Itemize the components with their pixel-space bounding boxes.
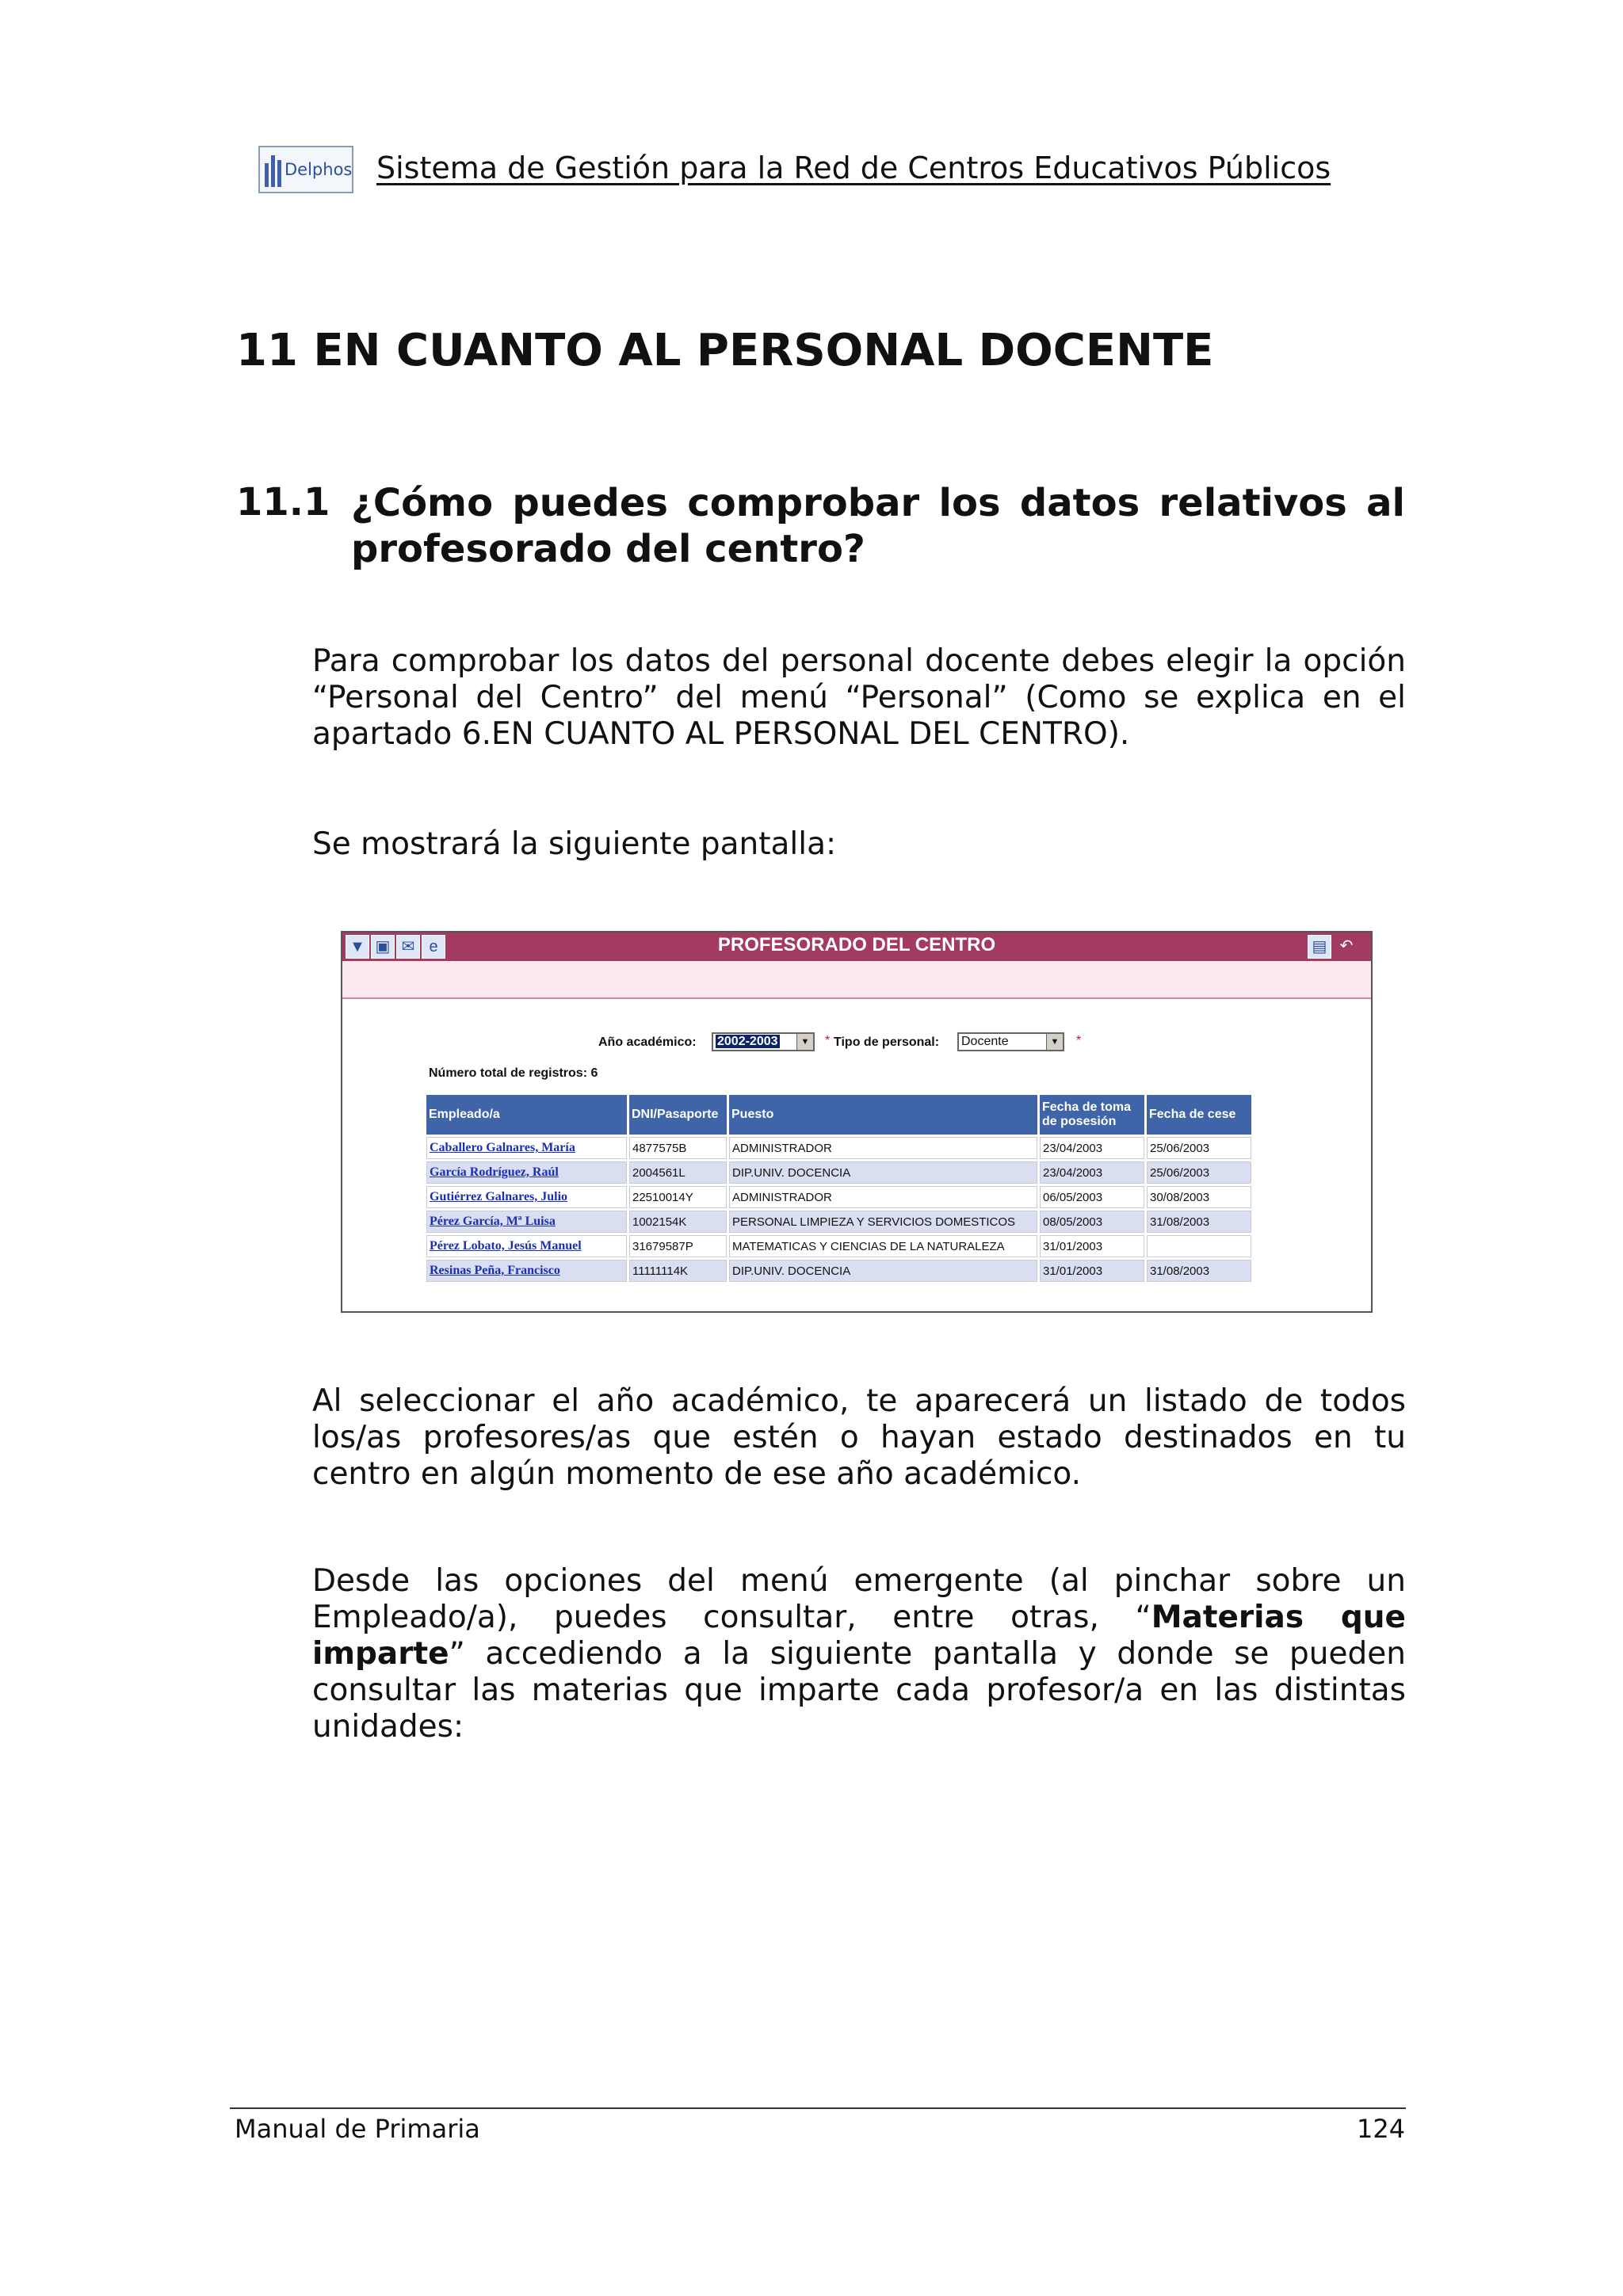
- type-select[interactable]: [957, 1032, 1064, 1051]
- logo-text: Delphos: [285, 160, 353, 179]
- table-cell: ADMINISTRADOR: [729, 1137, 1037, 1159]
- footer-page-number: 124: [1357, 2114, 1406, 2144]
- employee-link[interactable]: Caballero Galnares, María: [426, 1137, 627, 1159]
- table-cell: 08/05/2003: [1040, 1211, 1144, 1233]
- paragraph-year-selection: Al seleccionar el año académico, te aparecerá un listado de todos los/as profesores/as que estén o hayan estado destinados en tu centro en algún momento de ese año académico.: [312, 1383, 1406, 1492]
- year-select[interactable]: [712, 1032, 815, 1051]
- app-title: PROFESORADO DEL CENTRO: [717, 934, 996, 955]
- table-cell: PERSONAL LIMPIEZA Y SERVICIOS DOMESTICOS: [729, 1211, 1037, 1233]
- table-row: [426, 1211, 1251, 1233]
- column-header: Puesto: [729, 1095, 1037, 1135]
- paragraph-popup-menu: [312, 1563, 1406, 1745]
- table-cell: 31/01/2003: [1040, 1235, 1144, 1257]
- table-cell: 31679587P: [629, 1235, 727, 1257]
- table-cell: 22510014Y: [629, 1186, 727, 1208]
- table-cell: 11111114K: [629, 1260, 727, 1282]
- table-cell: 06/05/2003: [1040, 1186, 1144, 1208]
- e-icon[interactable]: e: [422, 935, 445, 959]
- undo-arrow-icon[interactable]: ↶: [1339, 937, 1354, 955]
- pillars-icon: [265, 152, 281, 187]
- footer-divider: [230, 2107, 1406, 2109]
- table-cell: 31/08/2003: [1147, 1260, 1251, 1282]
- table-cell: [1147, 1235, 1251, 1257]
- year-select-value: 2002-2003: [717, 1035, 778, 1048]
- table-row: [426, 1186, 1251, 1208]
- type-label: Tipo de personal:: [834, 1035, 940, 1049]
- table-cell: ADMINISTRADOR: [729, 1186, 1037, 1208]
- table-cell: DIP.UNIV. DOCENCIA: [729, 1260, 1037, 1282]
- employee-link[interactable]: Pérez García, Mª Luisa: [426, 1211, 627, 1233]
- delphos-logo: [258, 146, 353, 193]
- chevron-down-icon[interactable]: ▼: [796, 1034, 813, 1050]
- envelope-icon[interactable]: ✉: [396, 935, 420, 959]
- paragraph-text: Desde las opciones del menú emergente (al pinchar sobre un Empleado/a), puedes consultar, entre otras, “: [312, 1563, 1406, 1635]
- section-number: 11.1: [236, 480, 330, 524]
- table-cell: 2004561L: [629, 1161, 727, 1184]
- table-row: [426, 1161, 1251, 1184]
- column-header: Fecha de toma de posesión: [1040, 1095, 1144, 1135]
- column-header: DNI/Pasaporte: [629, 1095, 727, 1135]
- paragraph-intro: Para comprobar los datos del personal docente debes elegir la opción “Personal del Centro” del menú “Personal” (Como se explica en el apartado 6.EN CUANTO AL PERSONAL DEL CENTRO).: [312, 643, 1406, 752]
- footer-manual-name: Manual de Primaria: [235, 2114, 480, 2144]
- chapter-title: 11 EN CUANTO AL PERSONAL DOCENTE: [236, 325, 1214, 376]
- table-cell: 4877575B: [629, 1137, 727, 1159]
- required-mark: *: [1076, 1034, 1082, 1047]
- column-header: Fecha de cese: [1147, 1095, 1251, 1135]
- table-cell: 25/06/2003: [1147, 1137, 1251, 1159]
- table-row: [426, 1235, 1251, 1257]
- page-header-title: Sistema de Gestión para la Red de Centros Educativos Públicos: [376, 151, 1331, 185]
- required-mark: *: [825, 1034, 831, 1047]
- app-subbar: [342, 961, 1371, 999]
- table-cell: 23/04/2003: [1040, 1161, 1144, 1184]
- table-cell: 31/08/2003: [1147, 1211, 1251, 1233]
- page-icon[interactable]: ▤: [1308, 935, 1331, 959]
- column-header: Empleado/a: [426, 1095, 627, 1135]
- paragraph-text: ” accediendo a la siguiente pantalla y donde se pueden consultar las materias que imparte cada profesor/a en las distintas unidades:: [312, 1636, 1406, 1745]
- year-label: Año académico:: [598, 1035, 697, 1049]
- table-cell: MATEMATICAS Y CIENCIAS DE LA NATURALEZA: [729, 1235, 1037, 1257]
- employee-link[interactable]: Pérez Lobato, Jesús Manuel: [426, 1235, 627, 1257]
- table-row: [426, 1260, 1251, 1282]
- employee-link[interactable]: García Rodríguez, Raúl: [426, 1161, 627, 1184]
- app-screenshot: [341, 931, 1373, 1313]
- type-select-value: Docente: [961, 1035, 1009, 1048]
- table-cell: 1002154K: [629, 1211, 727, 1233]
- section-title: ¿Cómo puedes comprobar los datos relativos al profesorado del centro?: [351, 481, 1405, 571]
- bold-term: Materias que imparte: [312, 1600, 1406, 1672]
- document-lock-icon[interactable]: ▣: [371, 935, 395, 959]
- total-records: Número total de registros: 6: [429, 1066, 598, 1080]
- table-header-row: [426, 1095, 1251, 1135]
- table-cell: 31/01/2003: [1040, 1260, 1144, 1282]
- table-cell: 23/04/2003: [1040, 1137, 1144, 1159]
- employee-link[interactable]: Gutiérrez Galnares, Julio: [426, 1186, 627, 1208]
- employee-link[interactable]: Resinas Peña, Francisco: [426, 1260, 627, 1282]
- table-row: [426, 1137, 1251, 1159]
- paragraph-screen-intro: Se mostrará la siguiente pantalla:: [312, 826, 837, 862]
- table-cell: DIP.UNIV. DOCENCIA: [729, 1161, 1037, 1184]
- chevron-down-icon[interactable]: ▼: [1046, 1034, 1063, 1050]
- funnel-icon[interactable]: ▼: [346, 935, 369, 959]
- app-titlebar: [342, 933, 1371, 961]
- table-cell: 30/08/2003: [1147, 1186, 1251, 1208]
- table-cell: 25/06/2003: [1147, 1161, 1251, 1184]
- staff-table: [424, 1093, 1254, 1284]
